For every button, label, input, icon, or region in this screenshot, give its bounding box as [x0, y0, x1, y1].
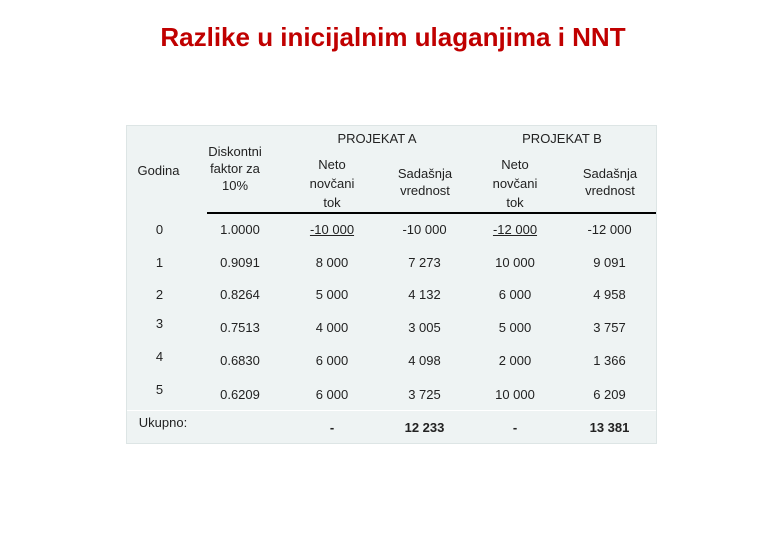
row-1-b-sv: 9 091: [593, 255, 626, 270]
row-3-godina: 3: [155, 316, 164, 331]
row-5-b-sv: 6 209: [593, 387, 626, 402]
row-4-faktor: 0.6830: [220, 353, 260, 368]
header-diskontni: Diskontni faktor za 10%: [208, 144, 262, 193]
row-4-b-neto: 2 000: [498, 353, 532, 368]
row-1-b-neto: 10 000: [495, 255, 535, 270]
total-b-neto: -: [512, 420, 518, 435]
row-0-a-neto: -10 000: [309, 222, 355, 237]
header-projekat-b: PROJEKAT B: [522, 131, 602, 146]
row-5-godina: 5: [155, 382, 164, 397]
row-4-a-sv: 4 098: [408, 353, 441, 368]
row-5-a-neto: 6 000: [315, 387, 349, 402]
row-4-b-sv: 1 366: [593, 353, 626, 368]
row-0-godina: 0: [155, 222, 164, 237]
row-2-a-neto: 5 000: [315, 287, 349, 302]
npv-table: [126, 125, 657, 444]
row-0-a-sv: -10 000: [402, 222, 447, 237]
total-b-sv: 13 381: [589, 420, 630, 435]
row-2-a-sv: 4 132: [408, 287, 441, 302]
row-3-a-neto: 4 000: [315, 320, 349, 335]
header-godina: Godina: [137, 163, 180, 178]
row-2-godina: 2: [155, 287, 164, 302]
row-1-godina: 1: [155, 255, 164, 270]
total-a-neto: -: [329, 420, 335, 435]
total-label: Ukupno:: [138, 415, 188, 430]
row-3-b-neto: 5 000: [498, 320, 532, 335]
header-projekat-a: PROJEKAT A: [337, 131, 417, 146]
row-3-b-sv: 3 757: [593, 320, 626, 335]
header-b-sadasnja: Sadašnja vrednost: [582, 166, 638, 198]
row-0-b-neto: -12 000: [492, 222, 538, 237]
page-title: Razlike u inicijalnim ulaganjima i NNT: [160, 22, 626, 52]
row-5-b-neto: 10 000: [495, 387, 535, 402]
header-divider: [207, 212, 656, 214]
row-2-b-sv: 4 958: [593, 287, 626, 302]
header-b-neto: Neto novčani tok: [492, 157, 538, 210]
row-0-b-sv: -12 000: [587, 222, 632, 237]
footer-divider: [127, 410, 656, 411]
header-a-neto: Neto novčani tok: [309, 157, 355, 210]
total-a-sv: 12 233: [404, 420, 445, 435]
row-2-b-neto: 6 000: [498, 287, 532, 302]
row-0-faktor: 1.0000: [220, 222, 260, 237]
row-3-faktor: 0.7513: [220, 320, 260, 335]
row-4-godina: 4: [155, 349, 164, 364]
row-5-faktor: 0.6209: [220, 387, 260, 402]
row-1-a-neto: 8 000: [315, 255, 349, 270]
row-1-faktor: 0.9091: [220, 255, 260, 270]
row-3-a-sv: 3 005: [408, 320, 441, 335]
row-4-a-neto: 6 000: [315, 353, 349, 368]
row-2-faktor: 0.8264: [220, 287, 260, 302]
row-5-a-sv: 3 725: [408, 387, 441, 402]
header-a-sadasnja: Sadašnja vrednost: [397, 166, 453, 198]
row-1-a-sv: 7 273: [408, 255, 441, 270]
